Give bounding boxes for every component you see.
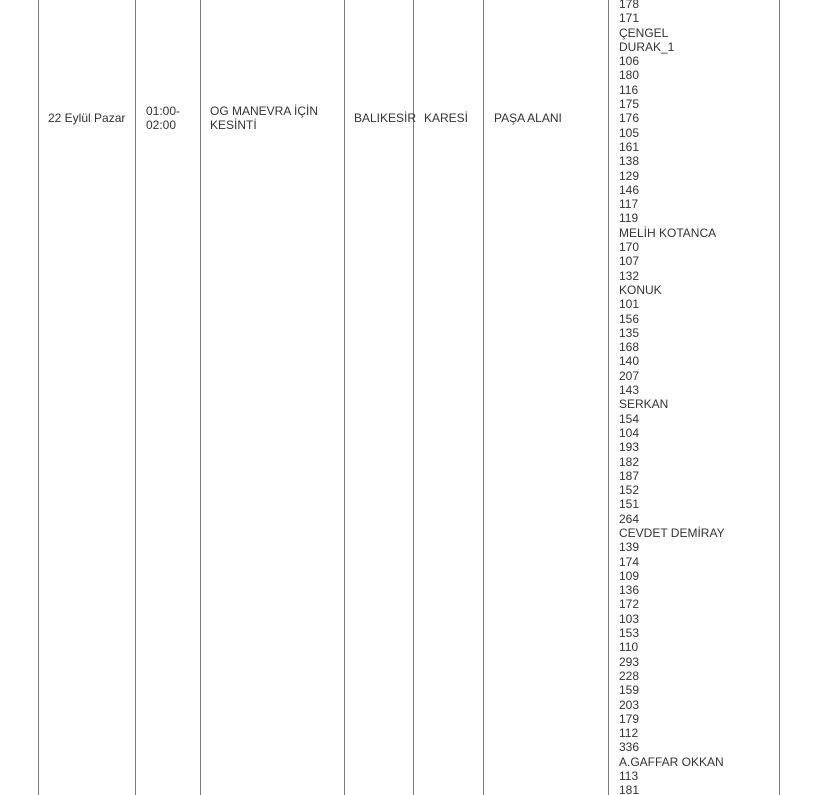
street-item: 172 (619, 597, 640, 612)
street-item: 176 (619, 111, 640, 126)
street-item: 187 (619, 468, 640, 483)
street-item: SERKAN (619, 397, 669, 412)
table-border-right (779, 0, 780, 795)
street-item: 161 (619, 139, 640, 154)
table-border-col-reason (344, 0, 345, 795)
street-item: 159 (619, 683, 640, 698)
date-cell: 22 Eylül Pazar (48, 111, 126, 125)
street-item: DURAK_1 (619, 39, 675, 54)
street-item: 136 (619, 583, 640, 598)
street-item: 151 (619, 497, 640, 512)
street-item: 152 (619, 483, 640, 498)
table-border-col-time (200, 0, 201, 795)
street-item: 132 (619, 268, 640, 283)
table-border-left (38, 0, 39, 795)
time-start: 01:00- (146, 104, 181, 118)
street-item: 178 (619, 0, 640, 11)
table-border-col-district (483, 0, 484, 795)
street-item: 138 (619, 154, 640, 169)
street-item: 105 (619, 125, 640, 140)
street-item: 156 (619, 311, 640, 326)
street-list (619, 0, 725, 795)
street-item: 117 (619, 197, 639, 212)
street-item: 109 (619, 568, 640, 583)
street-item: 154 (619, 411, 640, 426)
street-item: 116 (619, 82, 639, 97)
street-item: 175 (619, 97, 640, 112)
street-item: 110 (619, 640, 639, 655)
street-item: 139 (619, 540, 640, 555)
street-item: 170 (619, 240, 640, 255)
street-item: 168 (619, 340, 640, 355)
street-item: 129 (619, 168, 640, 183)
street-item: 171 (619, 11, 640, 26)
reason-cell (210, 104, 318, 133)
street-item: ÇENGEL (619, 25, 669, 40)
neighborhood-cell: PAŞA ALANI (494, 111, 562, 125)
street-item: 174 (619, 554, 640, 569)
street-item: 264 (619, 511, 640, 526)
street-item: 135 (619, 325, 640, 340)
street-item: 182 (619, 454, 640, 469)
street-item: MELİH KOTANCA (619, 225, 717, 240)
street-item: 104 (619, 425, 640, 440)
table-border-col-neighborhood (608, 0, 609, 795)
street-item: 106 (619, 54, 640, 69)
street-item: 153 (619, 626, 640, 641)
street-item: 207 (619, 368, 640, 383)
street-item: 112 (619, 726, 639, 741)
street-item: 143 (619, 383, 640, 398)
street-item: 336 (619, 740, 640, 755)
province-cell: BALIKESİR (354, 111, 417, 125)
time-end: 02:00 (146, 118, 177, 133)
street-item: 180 (619, 68, 640, 83)
street-item: 119 (619, 211, 639, 226)
street-item: 179 (619, 711, 640, 726)
street-item: CEVDET DEMİRAY (619, 525, 725, 540)
street-item: 113 (619, 769, 639, 784)
district-cell: KARESİ (424, 111, 469, 125)
street-item: 103 (619, 611, 640, 626)
street-item: 203 (619, 697, 640, 712)
street-item: 146 (619, 182, 640, 197)
street-item: A.GAFFAR OKKAN (619, 754, 724, 769)
street-item: 228 (619, 668, 640, 683)
street-item: 107 (619, 254, 640, 269)
street-item: 293 (619, 654, 640, 669)
street-item: 101 (619, 297, 640, 312)
reason-line-2: KESİNTİ (210, 118, 257, 133)
street-item: 140 (619, 354, 640, 369)
time-cell (146, 104, 180, 133)
reason-line-1: OG MANEVRA İÇİN (210, 104, 319, 118)
street-item: 181 (619, 783, 640, 795)
street-item: KONUK (619, 282, 662, 297)
table-border-col-date (135, 0, 136, 795)
street-item: 193 (619, 440, 640, 455)
